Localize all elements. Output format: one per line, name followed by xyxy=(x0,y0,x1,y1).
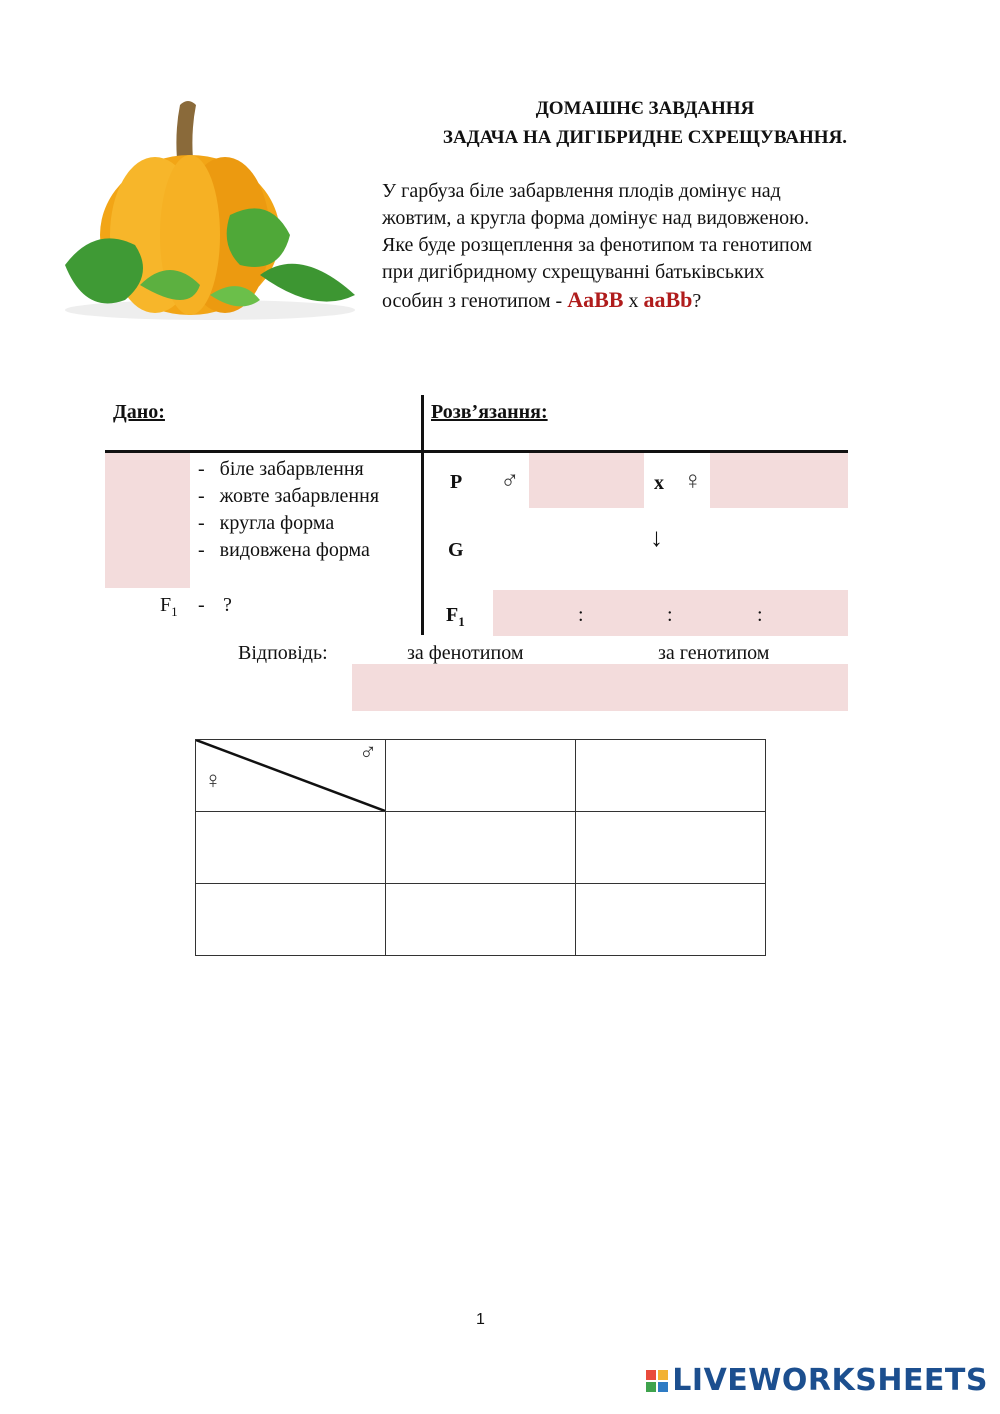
cross-symbol: x xyxy=(654,472,664,494)
logo-icon xyxy=(646,1370,668,1392)
g-label: G xyxy=(448,539,464,561)
ratio-colon: : xyxy=(757,604,763,626)
list-item: - кругла форма xyxy=(198,512,335,534)
list-item: - жовте забарвлення xyxy=(198,485,380,507)
down-arrow-icon: ↓ xyxy=(650,523,663,552)
given-header: Дано: xyxy=(113,401,165,423)
punnett-corner-cell xyxy=(196,740,386,812)
vertical-divider xyxy=(421,395,424,635)
liveworksheets-logo[interactable]: LIVEWORKSHEETS xyxy=(646,1363,988,1398)
male-icon: ♂ xyxy=(359,740,377,766)
punnett-cell[interactable] xyxy=(576,740,766,812)
punnett-cell[interactable] xyxy=(386,884,576,956)
given-f1-dash: - xyxy=(198,594,205,616)
punnett-cell[interactable] xyxy=(386,740,576,812)
given-symbols-input[interactable] xyxy=(105,453,190,588)
punnett-cell[interactable] xyxy=(196,812,386,884)
ratio-colon: : xyxy=(578,604,584,626)
list-item: - біле забарвлення xyxy=(198,458,364,480)
given-list xyxy=(198,456,379,564)
punnett-cell[interactable] xyxy=(576,812,766,884)
genotype-parent-1: AaBB xyxy=(567,287,624,312)
task-line: жовтим, а кругла форма домінує над видовженою. xyxy=(382,207,810,229)
diagonal-line xyxy=(196,740,385,811)
punnett-square xyxy=(195,739,766,956)
p-label: P xyxy=(450,471,463,493)
phenotype-label: за фенотипом xyxy=(407,642,524,664)
given-f1: $F_1$ xyxy=(160,594,178,619)
female-icon: ♀ xyxy=(683,466,703,495)
male-parent-input[interactable] xyxy=(529,453,644,508)
list-item: - видовжена форма xyxy=(198,539,370,561)
genotype-parent-2: aaBb xyxy=(643,287,693,312)
punnett-cell[interactable] xyxy=(386,812,576,884)
punnett-cell[interactable] xyxy=(576,884,766,956)
genotype-label: за генотипом xyxy=(658,642,770,664)
male-icon: ♂ xyxy=(500,466,520,495)
given-f1-value: ? xyxy=(223,594,232,616)
ratio-colon: : xyxy=(667,604,673,626)
task-text xyxy=(382,178,922,315)
task-line: У гарбуза біле забарвлення плодів домінує над xyxy=(382,180,781,202)
task-line: Яке буде розщеплення за фенотипом та генотипом xyxy=(382,234,812,256)
title-line-1: ДОМАШНЄ ЗАВДАННЯ xyxy=(535,98,755,119)
female-parent-input[interactable] xyxy=(710,453,848,508)
task-line: особин з генотипом - AaBB x aaBb? xyxy=(382,287,702,312)
title-line-2: ЗАДАЧА НА ДИГІБРИДНЕ СХРЕЩУВАННЯ. xyxy=(442,127,848,148)
answer-input[interactable] xyxy=(352,664,848,711)
f1-label: $F_1$ xyxy=(446,604,465,629)
solution-header: Розв’язання: xyxy=(431,401,548,423)
pumpkin-image xyxy=(60,95,365,325)
punnett-cell[interactable] xyxy=(196,884,386,956)
female-icon: ♀ xyxy=(204,768,222,794)
answer-label: Відповідь: xyxy=(238,642,328,664)
page-number: 1 xyxy=(476,1311,485,1328)
task-line: при дигібридному схрещуванні батьківських xyxy=(382,261,765,283)
